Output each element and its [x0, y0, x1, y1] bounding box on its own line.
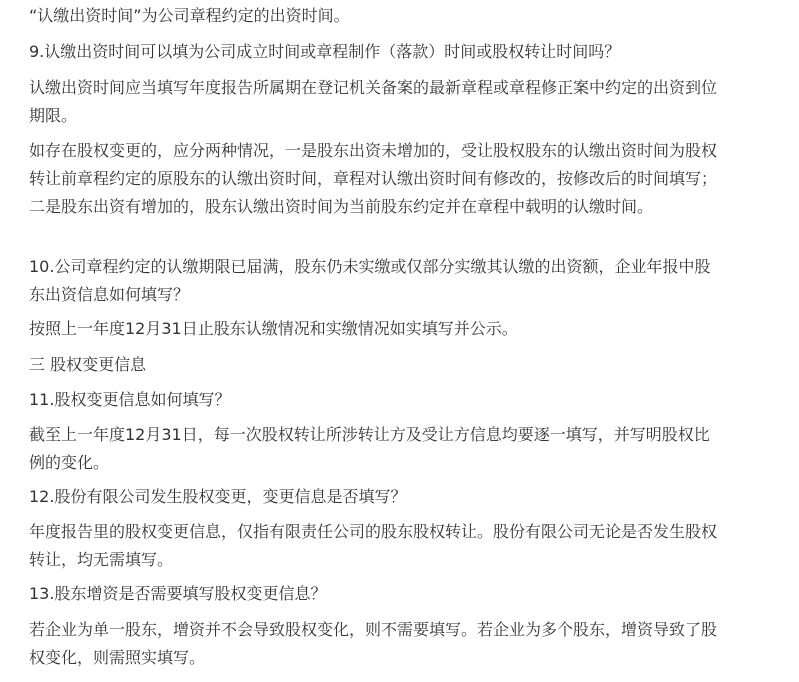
question-10: 10.公司章程约定的认缴期限已届满，股东仍未实缴或仅部分实缴其认缴的出资额，企业年报中股东出资信息如何填写？: [29, 257, 711, 304]
answer-9-part-1: 认缴出资时间应当填写年度报告所属期在登记机关备案的最新章程或章程修正案中约定的出资到位期限。: [29, 78, 718, 125]
answer-9-part-2: 如存在股权变更的，应分两种情况，一是股东出资未增加的，受让股权股东的认缴出资时间为股权转让前章程约定的原股东的认缴出资时间，章程对认缴出资时间有修改的，按修改后的时间填写；二是股东出资有增加的，股东认缴出资时间为当前股东约定并在章程中载明的认缴时间。: [29, 141, 718, 216]
paragraph-definition: “认缴出资时间”为公司章程约定的出资时间。: [29, 6, 350, 25]
answer-10: 按照上一年度12月31日止股东认缴情况和实缴情况如实填写并公示。: [29, 319, 518, 338]
answer-12: 年度报告里的股权变更信息，仅指有限责任公司的股东股权转让。股份有限公司无论是否发生股权转让，均无需填写。: [29, 522, 718, 569]
question-11: 11.股权变更信息如何填写？: [29, 390, 231, 409]
section-heading-equity-change: 三 股权变更信息: [29, 355, 147, 374]
question-12: 12.股份有限公司发生股权变更，变更信息是否填写？: [29, 487, 407, 506]
question-9: 9.认缴出资时间可以填为公司成立时间或章程制作（落款）时间或股权转让时间吗？: [29, 42, 621, 61]
question-13: 13.股东增资是否需要填写股权变更信息？: [29, 584, 327, 603]
answer-13: 若企业为单一股东，增资并不会导致股权变化，则不需要填写。若企业为多个股东，增资导致了股权变化，则需照实填写。: [29, 620, 718, 667]
answer-11: 截至上一年度12月31日，每一次股权转让所涉转让方及受让方信息均要逐一填写，并写明股权比例的变化。: [29, 425, 710, 472]
